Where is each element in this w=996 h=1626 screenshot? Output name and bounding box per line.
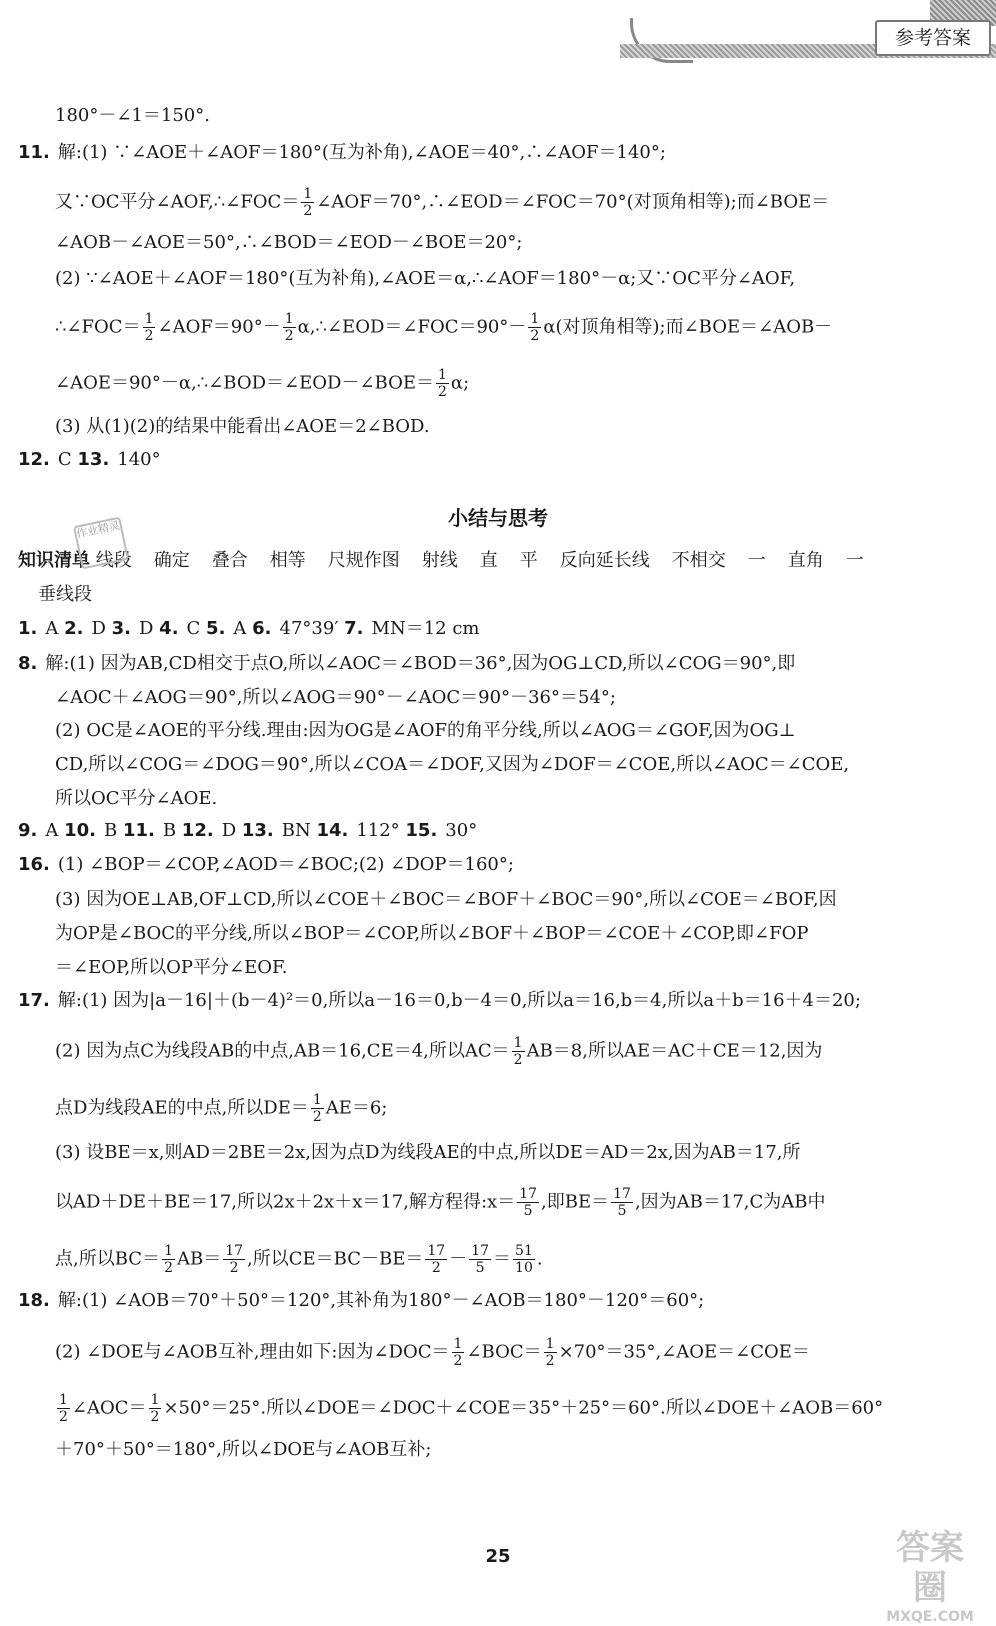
fraction-denominator: 2: [164, 1260, 173, 1276]
fraction-numerator: 1: [284, 311, 294, 327]
fraction: [223, 1243, 245, 1276]
answer-line: [55, 718, 796, 744]
answer-text: α(对顶角相等);而∠BOE＝∠AOB－: [543, 316, 833, 338]
answer-text: C: [57, 449, 78, 470]
answer-text: CD,所以∠COG＝∠DOG＝90°,所以∠COA＝∠DOF,又因为∠DOF＝∠COE,所以∠AOC＝∠COE,: [55, 754, 850, 775]
answer-text: D: [139, 618, 160, 639]
knowledge-item: 一: [747, 550, 766, 571]
question-number: 2.: [64, 618, 84, 639]
stamp-watermark: 作业精灵: [73, 516, 129, 569]
answer-line: [55, 752, 849, 778]
fraction-numerator: 17: [613, 1186, 631, 1202]
fraction: [544, 1336, 557, 1369]
knowledge-item: 尺规作图: [327, 550, 400, 571]
answer-line: [55, 1186, 826, 1219]
answer-text: 点D为线段AE的中点,所以DE＝: [55, 1097, 309, 1119]
knowledge-item: 射线: [421, 550, 458, 571]
fraction-numerator: 17: [427, 1243, 446, 1259]
answer-line: [55, 414, 430, 440]
answer-line: [55, 266, 795, 292]
fraction-denominator: 2: [513, 1052, 523, 1068]
fraction-numerator: 1: [303, 186, 313, 202]
answer-line: [18, 651, 795, 677]
fraction-numerator: 1: [150, 1392, 160, 1408]
answer-line: [55, 1035, 822, 1068]
question-number: 7.: [344, 618, 364, 639]
answer-text: ＋70°＋50°＝180°,所以∠DOE与∠AOB互补;: [55, 1439, 432, 1460]
answer-text: ,所以CE＝BC－BE＝: [247, 1248, 424, 1270]
answer-line: [18, 447, 161, 473]
knowledge-item: 叠合: [211, 550, 248, 571]
fraction-numerator: 1: [513, 1035, 523, 1051]
question-number: 13.: [241, 820, 274, 841]
knowledge-item: 直: [479, 550, 498, 571]
watermark-text: 答案圈: [896, 1528, 964, 1608]
answer-text: ,因为AB＝17,C为AB中: [634, 1191, 826, 1213]
fraction-denominator: 2: [312, 1109, 322, 1125]
fraction: [512, 1035, 525, 1068]
answer-text: B: [104, 820, 123, 841]
answer-text: α;: [450, 372, 470, 394]
answer-line: [55, 1336, 810, 1369]
answer-text: 以AD＋DE＋BE＝17,所以2x＋2x＋x＝17,解方程得:x＝: [55, 1191, 516, 1213]
answer-text: 为OP是∠BOC的平分线,所以∠BOP＝∠COP,所以∠BOF＋∠BOP＝∠COE＋∠COP,即∠FOP: [55, 923, 809, 944]
section-title: 小结与思考: [448, 506, 548, 530]
fraction-denominator: 2: [438, 384, 447, 400]
fraction: [301, 186, 314, 219]
answer-text: 所以OC平分∠AOE.: [55, 788, 218, 809]
fraction-denominator: 2: [545, 1353, 555, 1369]
answer-text: C: [186, 618, 207, 639]
fraction: [528, 311, 541, 344]
answer-text: AB＝8,所以AE＝AC＋CE＝12,因为: [526, 1040, 823, 1062]
answer-text: .: [536, 1248, 543, 1270]
question-number: 13.: [77, 449, 110, 470]
question-number: 11.: [18, 142, 50, 163]
answer-line: [55, 921, 808, 947]
fraction-denominator: 2: [530, 328, 540, 344]
answer-text: (3) 设BE＝x,则AD＝2BE＝2x,因为点D为线段AE的中点,所以DE＝AD＝2x,因为AB＝17,所: [55, 1142, 801, 1163]
fraction-denominator: 2: [59, 1409, 68, 1425]
question-number: 14.: [316, 820, 349, 841]
answer-line: [18, 1288, 704, 1314]
fraction-denominator: 2: [229, 1260, 239, 1276]
fraction-denominator: 2: [453, 1353, 463, 1369]
page-number: 25: [485, 1546, 511, 1567]
fraction-denominator: 2: [303, 203, 313, 219]
answer-line: [55, 230, 522, 256]
knowledge-item: 直角: [787, 550, 824, 571]
answer-line: [55, 1243, 543, 1276]
question-number: 10.: [64, 820, 96, 841]
fraction-denominator: 10: [515, 1260, 533, 1276]
answer-line: [55, 685, 616, 711]
answer-text: (2) ∵∠AOE＋∠AOF＝180°(互为补角),∠AOE＝α,∴∠AOF＝180°－α;又∵OC平分∠AOF,: [55, 268, 796, 289]
knowledge-item: 反向延长线: [559, 550, 650, 571]
question-number: 8.: [18, 653, 38, 674]
answer-line: [55, 955, 287, 981]
answer-text: ∠AOC＋∠AOG＝90°,所以∠AOG＝90°－∠AOC＝90°－36°＝54°;: [55, 687, 616, 708]
answer-line: [55, 887, 837, 913]
answer-text: ∠AOC＝: [71, 1397, 147, 1419]
answer-text: 解:(1) 因为AB,CD相交于点O,所以∠AOC＝∠BOD＝36°,因为OG⊥CD,所以∠COG＝90°,即: [45, 653, 796, 674]
answer-text: 又∵OC平分∠AOF,∴∠FOC＝: [55, 191, 300, 213]
question-number: 16.: [18, 854, 50, 875]
fraction: [425, 1243, 447, 1276]
answer-line: [55, 1140, 801, 1166]
knowledge-item: 平: [519, 550, 538, 571]
answer-text: (2) OC是∠AOE的平分线.理由:因为OG是∠AOF的角平分线,所以∠AOG＝∠GOF,因为OG⊥: [55, 720, 796, 741]
fraction: [311, 1092, 324, 1125]
answer-text: α,∴∠EOD＝∠FOC＝90°－: [297, 316, 527, 338]
answer-text: －: [449, 1248, 468, 1270]
fraction-denominator: 2: [144, 328, 154, 344]
answer-text: 解:(1) ∠AOB＝70°＋50°＝120°,其补角为180°－∠AOB＝180°－120°＝60°;: [57, 1290, 705, 1311]
answer-text: ×50°＝25°.所以∠DOE＝∠DOC＋∠COE＝35°＋25°＝60°.所以∠DOE＋∠AOB＝60°: [163, 1397, 884, 1419]
answer-text: 180°－∠1＝150°.: [55, 105, 210, 126]
question-number: 12.: [181, 820, 214, 841]
question-number: 5.: [206, 618, 226, 639]
answer-text: D: [221, 820, 242, 841]
answer-text: ×70°＝35°,∠AOE＝∠COE＝: [558, 1341, 810, 1363]
answer-text: 解:(1) ∵∠AOE＋∠AOF＝180°(互为补角),∠AOE＝40°,∴∠AOF＝140°;: [57, 142, 666, 163]
answer-text: 140°: [117, 449, 161, 470]
answer-text: (3) 因为OE⊥AB,OF⊥CD,所以∠COE＋∠BOC＝∠BOF＋∠BOC＝90°,所以∠COE＝∠BOF,因: [55, 889, 837, 910]
answer-text: AE＝6;: [325, 1097, 388, 1119]
fraction: [162, 1243, 175, 1276]
answer-text: ＝∠EOP,所以OP平分∠EOF.: [55, 957, 288, 978]
fraction-numerator: 1: [545, 1336, 555, 1352]
answer-line: [55, 103, 210, 129]
question-number: 18.: [18, 1290, 50, 1311]
fraction-numerator: 1: [453, 1336, 463, 1352]
fraction: [452, 1336, 465, 1369]
fraction: [611, 1186, 633, 1219]
question-number: 4.: [159, 618, 179, 639]
fraction: [436, 367, 449, 400]
knowledge-item: 一: [845, 550, 864, 571]
answer-line: [55, 1437, 431, 1463]
answer-line: [55, 186, 829, 219]
answer-text: B: [162, 820, 182, 841]
question-number: 1.: [18, 618, 38, 639]
watermark-url: MXQE.COM: [886, 1609, 974, 1625]
question-number: 17.: [18, 990, 50, 1011]
question-number: 15.: [405, 820, 438, 841]
answer-text: (2) ∠DOE与∠AOB互补,理由如下:因为∠DOC＝: [55, 1341, 450, 1363]
knowledge-item: 线段: [95, 550, 132, 571]
answer-text: ,即BE＝: [541, 1191, 610, 1213]
answer-text: 47°39′: [279, 618, 345, 639]
knowledge-list: [18, 548, 886, 574]
fraction-numerator: 17: [225, 1243, 244, 1259]
fraction-numerator: 1: [59, 1392, 68, 1408]
fraction-numerator: 1: [144, 311, 154, 327]
knowledge-label: 知识清单: [18, 550, 90, 571]
answer-text: ＝: [493, 1248, 512, 1270]
answer-text: 30°: [445, 820, 478, 841]
answer-line: [55, 1092, 387, 1125]
fraction-denominator: 5: [475, 1260, 485, 1276]
answer-text: A: [45, 618, 65, 639]
answer-text: ∠AOE＝90°－α,∴∠BOD＝∠EOD－∠BOE＝: [55, 372, 434, 394]
answer-text: 点,所以BC＝: [55, 1248, 161, 1270]
knowledge-items: [96, 550, 886, 571]
fraction-numerator: 17: [471, 1243, 490, 1259]
answer-text: A: [233, 618, 253, 639]
answer-text: 112°: [356, 820, 406, 841]
answer-text: ∠BOC＝: [466, 1341, 542, 1363]
answer-text: MN＝12 cm: [371, 618, 480, 639]
answer-line: [18, 988, 861, 1014]
answer-text: 解:(1) 因为|a－16|＋(b－4)²＝0,所以a－16＝0,b－4＝0,所以a＝16,b＝4,所以a＋b＝16＋4＝20;: [57, 990, 861, 1011]
answer-text: D: [91, 618, 112, 639]
fraction: [57, 1392, 70, 1425]
answer-line: [55, 311, 832, 344]
fraction: [149, 1392, 162, 1425]
fraction-numerator: 1: [164, 1243, 173, 1259]
answer-text: ∠AOF＝70°,∴∠EOD＝∠FOC＝70°(对顶角相等);而∠BOE＝: [316, 191, 830, 213]
fraction-denominator: 5: [617, 1203, 627, 1219]
question-number: 9.: [18, 820, 38, 841]
question-number: 11.: [122, 820, 155, 841]
answer-text: ∠AOF＝90°－: [157, 316, 281, 338]
answer-line: [18, 818, 477, 844]
fraction-denominator: 2: [284, 328, 294, 344]
knowledge-continuation: 垂线段: [38, 584, 92, 605]
knowledge-item: 确定: [153, 550, 190, 571]
question-number: 3.: [111, 618, 132, 639]
knowledge-item: 不相交: [671, 550, 726, 571]
question-number: 6.: [252, 618, 272, 639]
fraction: [143, 311, 156, 344]
answer-text: (3) 从(1)(2)的结果中能看出∠AOE＝2∠BOD.: [55, 416, 430, 437]
knowledge-item: 相等: [269, 550, 306, 571]
fraction: [513, 1243, 535, 1276]
answer-text: (2) 因为点C为线段AB的中点,AB＝16,CE＝4,所以AC＝: [55, 1040, 510, 1062]
answer-line: [55, 786, 217, 812]
fraction-numerator: 1: [312, 1092, 322, 1108]
answer-text: (1) ∠BOP＝∠COP,∠AOD＝∠BOC;(2) ∠DOP＝160°;: [57, 854, 514, 875]
answer-text: A: [45, 820, 65, 841]
fraction-numerator: 1: [438, 367, 447, 383]
question-number: 12.: [18, 449, 50, 470]
fraction: [283, 311, 296, 344]
watermark-logo: [880, 1528, 980, 1625]
fraction-numerator: 51: [515, 1243, 533, 1259]
answer-text: ∴∠FOC＝: [55, 316, 141, 338]
fraction-denominator: 2: [431, 1260, 441, 1276]
fraction-denominator: 2: [150, 1409, 160, 1425]
answer-text: BN: [281, 820, 317, 841]
answer-line: [18, 140, 666, 166]
answer-line: [55, 367, 469, 400]
header-label: 参考答案: [875, 20, 991, 56]
answer-line: [18, 616, 480, 642]
fraction-numerator: 17: [519, 1186, 538, 1202]
answer-line: [18, 852, 514, 878]
fraction-denominator: 5: [523, 1203, 533, 1219]
fraction: [517, 1186, 539, 1219]
answer-text: ∠AOB－∠AOE＝50°,∴∠BOD＝∠EOD－∠BOE＝20°;: [55, 232, 523, 253]
answer-text: AB＝: [176, 1248, 222, 1270]
answer-line: [55, 1392, 883, 1425]
fraction: [469, 1243, 491, 1276]
fraction-numerator: 1: [530, 311, 540, 327]
